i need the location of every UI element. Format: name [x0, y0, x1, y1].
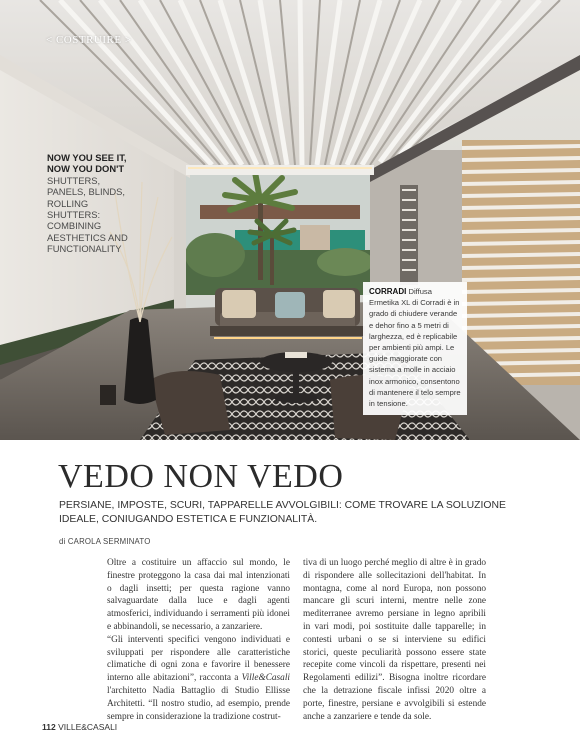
body-column-1 — [107, 557, 290, 723]
intro-text: SHUTTERS, PANELS, BLINDS, ROLLING SHUTTERS: COMBINING AESTHETICS AND FUNCTIONALITY — [47, 174, 128, 255]
intro-heading: NOW YOU SEE IT, NOW YOU DON'T — [47, 152, 127, 175]
article-subtitle: PERSIANE, IMPOSTE, SCURI, TAPPARELLE AVVOLGIBILI: COME TROVARE LA SOLUZIONE IDEALE, CONIUGANDO ESTETICA E FUNZIONALITÀ. — [59, 500, 506, 525]
body-column-2 — [303, 557, 486, 723]
byline: di CAROLA SERMINATO — [59, 537, 151, 546]
paragraph-text: l'architetto Nadia Battaglio di Studio Ellisse Architetti. “Il nostro studio, ad esempio, prende sempre in considerazione la tradizione costrut- — [107, 685, 290, 722]
paragraph — [107, 634, 290, 724]
page-folio — [42, 722, 117, 732]
article-title: VEDO NON VEDO — [58, 458, 344, 495]
paragraph: tiva di un luogo perché meglio di altre è in grado di rispondere alle sollecitazioni dell'habitat. In montagna, come al nord Europa, non possono mancare gli scuri interni, mentre nelle zone mediterranee avremo persiane in legno apribili in vari modi, poi sostituite dalle tapparelle; in contesti urbani o se si interviene su edifici storici, queste peculiarità possono essere state recepite come vincoli da rispettare, presenti nei Regolamenti edilizi”. Bisogna inoltre ricordare che la detrazione fiscale infissi 2020 oltre a porte, finestre, persiane e avvolgibili si estende anche a zanzariere e tende da sole. — [303, 558, 486, 722]
paragraph-text: “Gli interventi specifici vengono individuati e sviluppati per rispondere alle caratteristiche climatiche di ogni zona e favorire il benessere interno alle abitazioni”, racconta a — [107, 634, 290, 684]
section-tag: < COSTRUIRE > — [46, 34, 132, 46]
page-number: 112 — [42, 722, 56, 732]
caption-brand: CORRADI — [369, 287, 407, 296]
photo-caption — [363, 282, 467, 415]
magazine-name: Ville&Casali — [241, 673, 290, 684]
caption-text: Diffusa Ermetika XL di Corradi è in grado di chiudere verande e dehor fino a 5 metri di larghezza, ed è replicabile per ambienti più ampi. Le guide maggiorate con sistema a molle in acciaio inox armonico, consentono di mantenere il telo sempre in tensione. — [369, 287, 461, 409]
english-intro — [47, 152, 129, 255]
magazine-folio: VILLE&CASALI — [58, 722, 118, 732]
paragraph: Oltre a costituire un affaccio sul mondo, le finestre proteggono la casa dai mal intenzionati o dagli insetti; per questa ragione vanno salvaguardate dalla luce e dagli agenti atmosferici, individuando i serramenti più idonei e abbinandoli, se necessario, a zanzariere. — [107, 558, 290, 632]
